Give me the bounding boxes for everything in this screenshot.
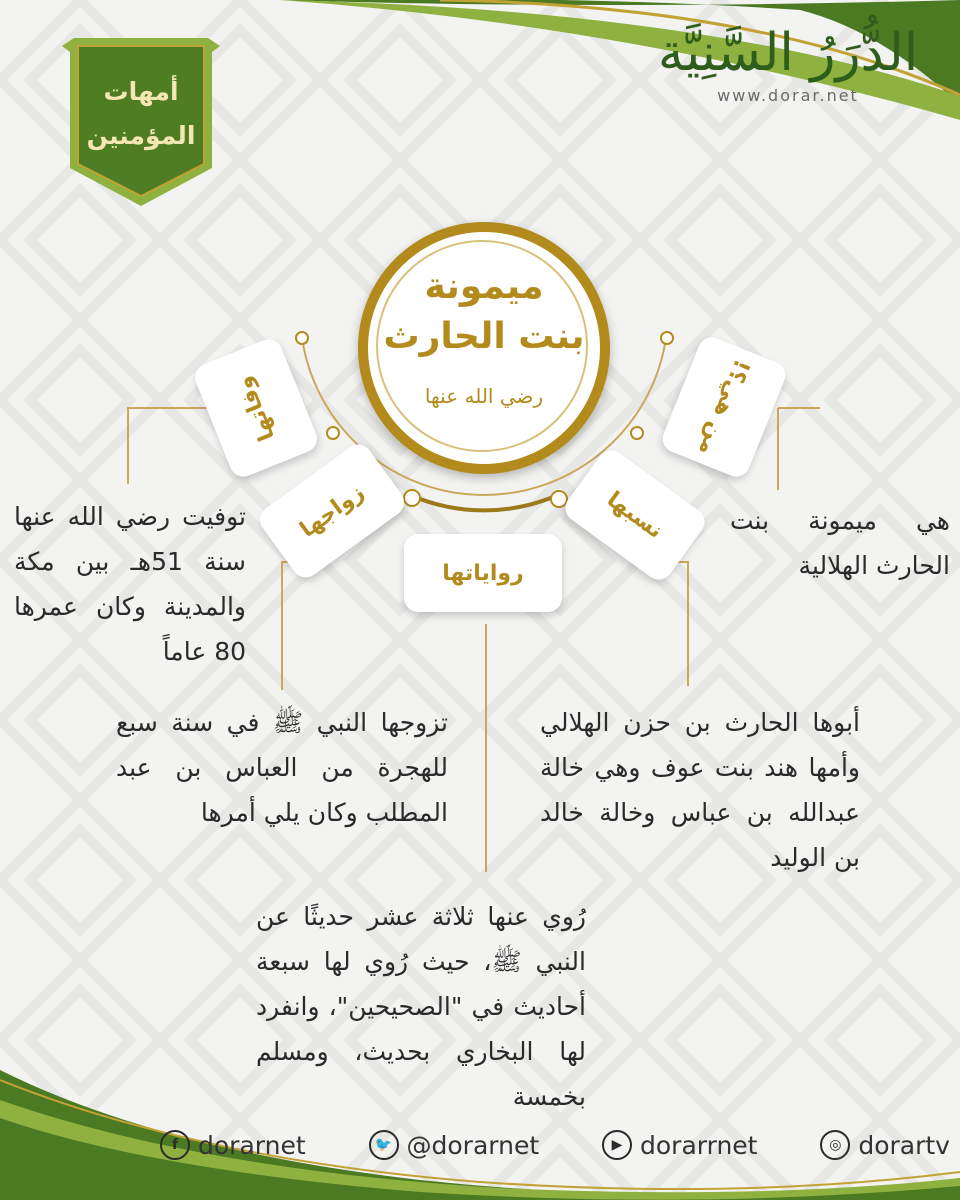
center-subtitle: رضي الله عنها [424,384,544,408]
center-name-line-2: بنت الحارث [383,316,585,357]
social-item[interactable] [602,1130,757,1160]
center-name-line-1: ميمونة [424,266,544,307]
social-handle: dorarnet [198,1130,306,1160]
tab-narrations-label: رواياتها [442,560,524,586]
social-item[interactable] [160,1130,306,1160]
youtube-icon: ▶ [602,1130,632,1160]
social-item[interactable] [820,1130,950,1160]
section-lineage-text: أبوها الحارث بن حزن الهلالي وأمها هند بنت عوف وهي خالة عبدالله بن عباس وخالة خالد بن الوليد [540,708,860,872]
section-narrations-text: رُوي عنها ثلاثة عشر حديثًا عن النبي ﷺ، حيث رُوي لها سبعة أحاديث في "الصحيحين"، وانفرد لها البخاري بحديث، ومسلم بخمسة [256,902,586,1111]
social-handle: dorarrnet [640,1130,758,1160]
social-bar [160,1130,950,1160]
twitter-icon: 🐦 [369,1130,399,1160]
section-marriage-text: تزوجها النبي ﷺ في سنة سبع للهجرة من العباس بن عبد المطلب وكان يلي أمرها [116,708,448,827]
facebook-icon: f [160,1130,190,1160]
social-handle: @dorarnet [406,1130,540,1160]
tab-lineage-label: نسبها [602,486,668,544]
badge-line-2: المؤمنين [86,121,196,150]
tab-who-label: من هي؟! [693,355,755,459]
social-item[interactable] [369,1130,540,1160]
tab-narrations[interactable] [404,534,562,612]
instagram-icon: ◎ [820,1130,850,1160]
badge-line-1: أمهات [103,77,179,106]
center-medallion [358,222,610,474]
logo-arabic-text: الدُّرَرُ السَّنِيَّة [657,23,919,83]
social-handle: dorartv [858,1130,950,1160]
section-who-text: هي ميمونة بنت الحارث الهلالية [730,506,950,580]
section-death-text: توفيت رضي الله عنها سنة 51هـ بين مكة والمدينة وكان عمرها 80 عاماً [14,502,246,666]
tab-marriage-label: زواجها [295,479,369,543]
logo-url: www.dorar.net [717,86,859,105]
tab-death-label: وفاتها [231,372,281,444]
